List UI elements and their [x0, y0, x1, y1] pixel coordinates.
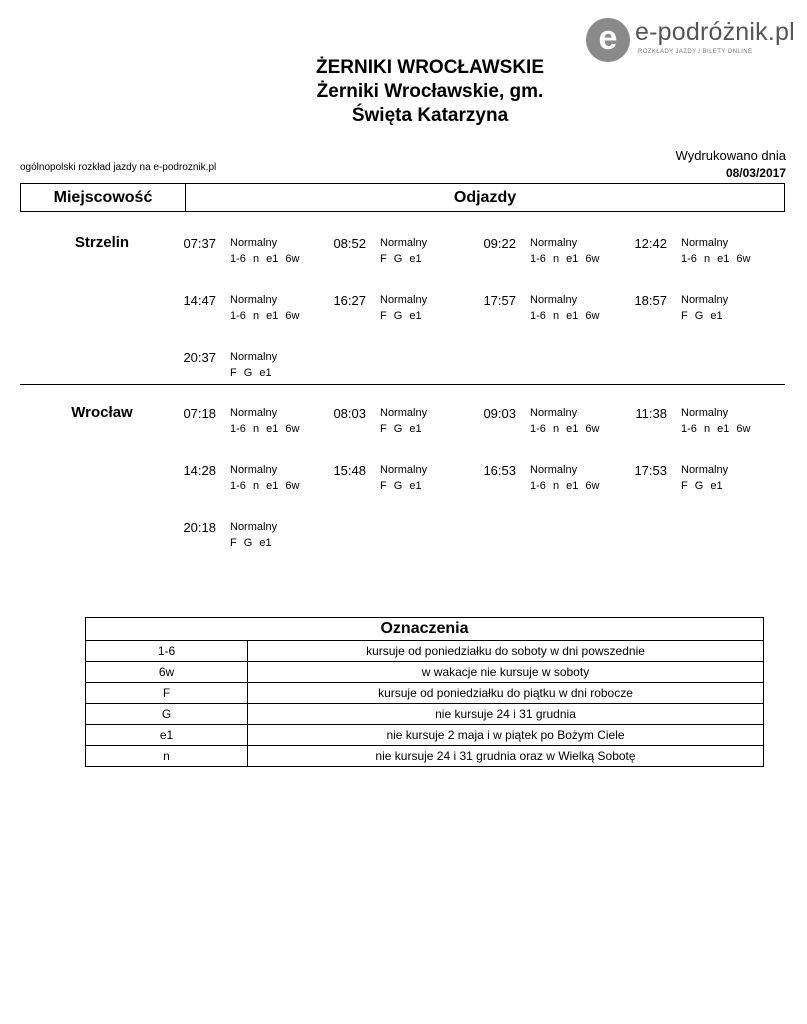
departure-codes: F G e1: [380, 480, 422, 492]
municipality-title: Święta Katarzyna: [351, 105, 509, 126]
departure-codes: F G e1: [681, 480, 723, 492]
header-departures: Odjazdy: [453, 189, 517, 206]
legend-table: [85, 617, 764, 767]
stop-name-title: ŻERNIKI WROCŁAWSKIE: [316, 57, 544, 78]
departure-codes: 1-6 n e1 6w: [530, 310, 600, 322]
town-name: Strzelin: [74, 234, 130, 251]
departure-time: 08:03: [333, 406, 366, 421]
departure-time: 11:38: [635, 406, 667, 421]
departure-codes: F G e1: [380, 423, 422, 435]
departure-codes: 1-6 n e1 6w: [230, 253, 300, 265]
legend-symbol: n: [86, 746, 248, 767]
departure-time: 14:28: [183, 463, 216, 478]
departure-time: 09:22: [483, 236, 516, 251]
departure-time: 07:18: [183, 406, 216, 421]
legend-symbol: e1: [86, 725, 248, 746]
departure-time: 14:47: [183, 293, 216, 308]
legend-symbol: 6w: [86, 662, 248, 683]
departure-type: Normalny: [530, 237, 578, 249]
logo-letter: e: [598, 19, 618, 57]
departure-type: Normalny: [380, 294, 428, 306]
logo-name: e-podróżnik.pl: [635, 18, 795, 46]
departure-time: 20:18: [183, 520, 216, 535]
departure-time: 08:52: [333, 236, 366, 251]
printed-date: 08/03/2017: [725, 166, 786, 180]
departure-type: Normalny: [380, 237, 428, 249]
departure-time: 17:53: [634, 463, 667, 478]
departure-codes: F G e1: [681, 310, 723, 322]
departure-type: Normalny: [230, 521, 278, 533]
legend-title: Oznaczenia: [86, 618, 764, 641]
stop-name-subtitle: Żerniki Wrocławskie, gm.: [316, 81, 544, 102]
legend-row: [86, 683, 764, 704]
departure-time: 15:48: [333, 463, 366, 478]
departure-type: Normalny: [681, 294, 729, 306]
departure-codes: 1-6 n e1 6w: [230, 480, 300, 492]
departure-time: 09:03: [483, 406, 516, 421]
departure-type: Normalny: [380, 407, 428, 419]
departure-time: 16:53: [483, 463, 516, 478]
logo-tagline: ROZKŁADY JAZDY / BILETY ONLINE: [638, 49, 753, 55]
departure-time: 20:37: [183, 350, 216, 365]
legend-symbol: G: [86, 704, 248, 725]
departure-time: 17:57: [483, 293, 516, 308]
header-town: Miejscowość: [53, 189, 153, 206]
departure-time: 18:57: [634, 293, 667, 308]
departure-type: Normalny: [530, 407, 578, 419]
departure-codes: 1-6 n e1 6w: [681, 253, 751, 265]
legend-meaning: nie kursuje 24 i 31 grudnia: [248, 704, 764, 725]
legend-meaning: w wakacje nie kursuje w soboty: [248, 662, 764, 683]
legend-row: [86, 641, 764, 662]
legend-meaning: kursuje od poniedziałku do soboty w dni powszednie: [248, 641, 764, 662]
departure-codes: 1-6 n e1 6w: [530, 253, 600, 265]
departure-type: Normalny: [230, 237, 278, 249]
departure-codes: 1-6 n e1 6w: [230, 310, 300, 322]
town-divider: [20, 384, 785, 385]
departure-codes: F G e1: [230, 537, 272, 549]
departure-codes: 1-6 n e1 6w: [230, 423, 300, 435]
departure-time: 07:37: [183, 236, 216, 251]
departure-type: Normalny: [230, 407, 278, 419]
legend-row: [86, 746, 764, 767]
departure-type: Normalny: [530, 464, 578, 476]
departure-codes: F G e1: [380, 310, 422, 322]
departure-type: Normalny: [230, 464, 278, 476]
legend-meaning: nie kursuje 24 i 31 grudnia oraz w Wielką Sobotę: [248, 746, 764, 767]
departure-time: 16:27: [333, 293, 366, 308]
departure-time: 12:42: [634, 236, 667, 251]
town-name: Wrocław: [71, 404, 133, 421]
legend-row: [86, 725, 764, 746]
printed-label: Wydrukowano dnia: [675, 148, 786, 163]
departure-type: Normalny: [530, 294, 578, 306]
departure-codes: 1-6 n e1 6w: [530, 423, 600, 435]
departure-codes: 1-6 n e1 6w: [681, 423, 751, 435]
departure-type: Normalny: [230, 294, 278, 306]
legend-symbol: 1-6: [86, 641, 248, 662]
departure-type: Normalny: [681, 237, 729, 249]
departure-codes: F G e1: [230, 367, 272, 379]
departure-type: Normalny: [681, 407, 729, 419]
departure-type: Normalny: [681, 464, 729, 476]
departure-type: Normalny: [230, 351, 278, 363]
legend-meaning: nie kursuje 2 maja i w piątek po Bożym Ciele: [248, 725, 764, 746]
timetable-header: [20, 183, 785, 212]
departure-codes: F G e1: [380, 253, 422, 265]
legend-meaning: kursuje od poniedziałku do piątku w dni robocze: [248, 683, 764, 704]
source-note: ogólnopolski rozkład jazdy na e-podroznik.pl: [20, 162, 217, 173]
departure-type: Normalny: [380, 464, 428, 476]
departure-codes: 1-6 n e1 6w: [530, 480, 600, 492]
legend-symbol: F: [86, 683, 248, 704]
legend-row: [86, 704, 764, 725]
legend-row: [86, 662, 764, 683]
